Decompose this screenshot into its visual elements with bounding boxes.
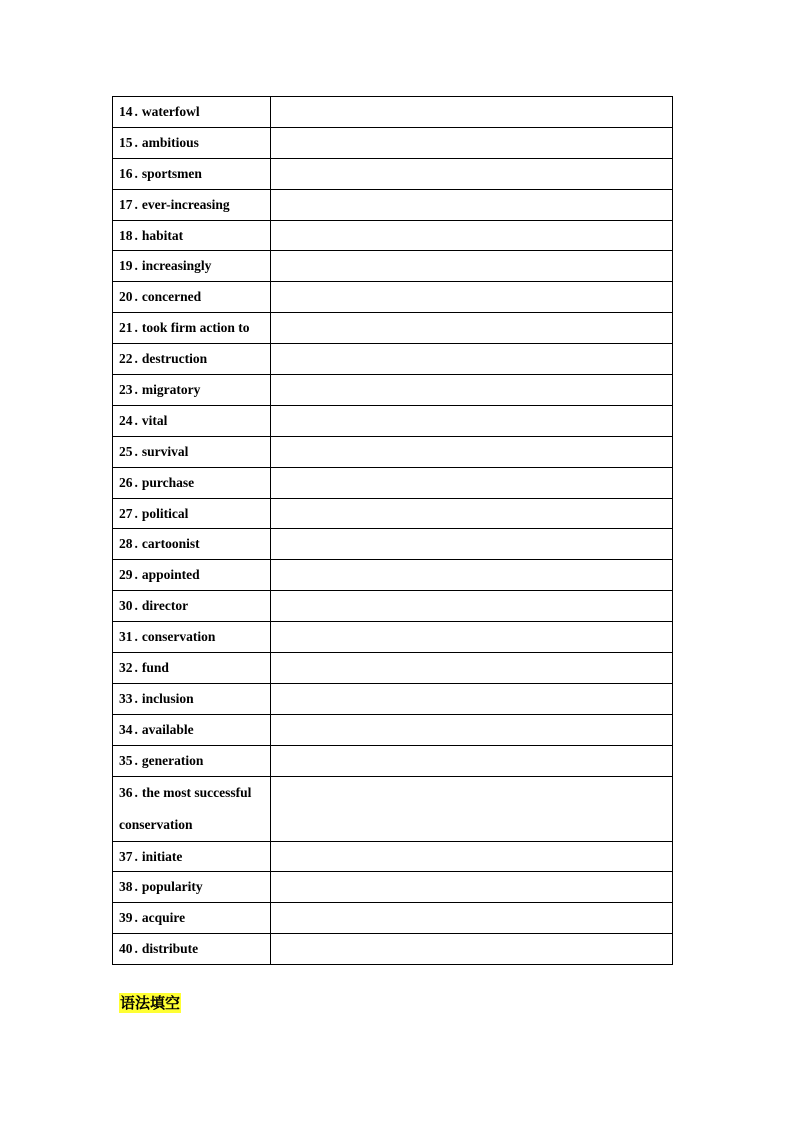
item-number: 20	[119, 289, 133, 305]
table-row	[113, 251, 673, 282]
vocab-term-cell	[113, 127, 271, 158]
item-separator: .	[134, 196, 138, 212]
item-separator: .	[134, 629, 138, 645]
vocab-term-cell	[113, 375, 271, 406]
vocab-term: concerned	[141, 289, 202, 305]
answer-cell[interactable]	[271, 97, 673, 128]
answer-cell[interactable]	[271, 220, 673, 251]
vocab-term-cell	[113, 872, 271, 903]
answer-cell[interactable]	[271, 405, 673, 436]
table-row	[113, 934, 673, 965]
item-separator: .	[134, 659, 138, 675]
item-number: 15	[119, 134, 133, 150]
answer-cell[interactable]	[271, 498, 673, 529]
vocab-term-cell	[113, 776, 271, 841]
item-separator: .	[134, 474, 138, 490]
item-number: 24	[119, 412, 133, 428]
item-number: 16	[119, 165, 133, 181]
item-number: 31	[119, 629, 133, 645]
item-number: 34	[119, 721, 133, 737]
item-separator: .	[134, 941, 138, 957]
item-number: 25	[119, 443, 133, 459]
answer-cell[interactable]	[271, 467, 673, 498]
table-row	[113, 841, 673, 872]
vocab-term-cell	[113, 436, 271, 467]
vocab-term-cell	[113, 498, 271, 529]
answer-cell[interactable]	[271, 560, 673, 591]
answer-cell[interactable]	[271, 683, 673, 714]
table-row	[113, 313, 673, 344]
vocab-term: cartoonist	[141, 536, 200, 552]
table-row	[113, 344, 673, 375]
vocab-term: acquire	[141, 910, 186, 926]
item-separator: .	[134, 848, 138, 864]
answer-cell[interactable]	[271, 282, 673, 313]
item-separator: .	[134, 351, 138, 367]
item-number: 33	[119, 690, 133, 706]
vocab-term: took firm action to	[141, 320, 250, 336]
item-number: 39	[119, 910, 133, 926]
vocab-term-cell	[113, 405, 271, 436]
item-separator: .	[134, 784, 138, 800]
answer-cell[interactable]	[271, 344, 673, 375]
table-row	[113, 498, 673, 529]
table-row	[113, 436, 673, 467]
vocab-term: fund	[141, 659, 169, 675]
table-row	[113, 405, 673, 436]
item-number: 17	[119, 196, 133, 212]
item-separator: .	[134, 134, 138, 150]
table-row	[113, 158, 673, 189]
answer-cell[interactable]	[271, 436, 673, 467]
vocab-term: available	[141, 721, 194, 737]
table-row	[113, 591, 673, 622]
item-separator: .	[134, 289, 138, 305]
vocab-term: survival	[141, 443, 189, 459]
answer-cell[interactable]	[271, 591, 673, 622]
item-separator: .	[134, 536, 138, 552]
vocab-term: migratory	[141, 381, 201, 397]
vocab-term: appointed	[141, 567, 200, 583]
item-separator: .	[134, 381, 138, 397]
vocab-term: ambitious	[141, 134, 199, 150]
item-separator: .	[134, 320, 138, 336]
vocab-term-cell	[113, 158, 271, 189]
item-separator: .	[134, 165, 138, 181]
table-row	[113, 189, 673, 220]
item-number: 38	[119, 879, 133, 895]
vocabulary-table	[112, 96, 673, 965]
vocab-term: popularity	[141, 879, 203, 895]
table-row	[113, 653, 673, 684]
vocab-term: sportsmen	[141, 165, 202, 181]
item-separator: .	[134, 910, 138, 926]
vocab-term-cell	[113, 591, 271, 622]
vocab-term: increasingly	[141, 258, 212, 274]
table-row	[113, 560, 673, 591]
vocab-term-cell	[113, 934, 271, 965]
item-number: 19	[119, 258, 133, 274]
item-number: 26	[119, 474, 133, 490]
item-number: 21	[119, 320, 133, 336]
answer-cell[interactable]	[271, 375, 673, 406]
vocab-term-cell	[113, 189, 271, 220]
section-heading: 语法填空	[120, 994, 181, 1012]
item-number: 40	[119, 941, 133, 957]
table-row	[113, 683, 673, 714]
table-row	[113, 776, 673, 841]
table-row	[113, 529, 673, 560]
item-separator: .	[134, 258, 138, 274]
item-separator: .	[134, 412, 138, 428]
vocab-term: purchase	[141, 474, 195, 490]
item-number: 30	[119, 598, 133, 614]
vocab-term: director	[141, 598, 189, 614]
answer-cell[interactable]	[271, 313, 673, 344]
answer-cell[interactable]	[271, 934, 673, 965]
table-row	[113, 622, 673, 653]
item-separator: .	[134, 690, 138, 706]
vocab-term-cell	[113, 251, 271, 282]
vocab-term: initiate	[141, 848, 183, 864]
item-number: 27	[119, 505, 133, 521]
vocab-term: conservation	[141, 629, 216, 645]
table-row	[113, 872, 673, 903]
vocab-term-cell	[113, 344, 271, 375]
item-separator: .	[134, 879, 138, 895]
answer-cell[interactable]	[271, 714, 673, 745]
vocab-term-cell	[113, 467, 271, 498]
vocab-term: distribute	[141, 941, 199, 957]
item-number: 32	[119, 659, 133, 675]
item-separator: .	[134, 567, 138, 583]
item-number: 35	[119, 752, 133, 768]
item-number: 29	[119, 567, 133, 583]
answer-cell[interactable]	[271, 872, 673, 903]
vocab-term-cell	[113, 745, 271, 776]
table-row	[113, 375, 673, 406]
vocab-term-cell	[113, 313, 271, 344]
vocab-term-cell	[113, 903, 271, 934]
table-row	[113, 467, 673, 498]
vocab-term-cell	[113, 653, 271, 684]
table-row	[113, 745, 673, 776]
answer-cell[interactable]	[271, 158, 673, 189]
vocab-term-cell	[113, 622, 271, 653]
vocab-term-cell	[113, 282, 271, 313]
vocab-term: political	[141, 505, 189, 521]
item-number: 18	[119, 227, 133, 243]
item-number: 22	[119, 351, 133, 367]
table-row	[113, 714, 673, 745]
vocab-term: inclusion	[141, 690, 194, 706]
item-separator: .	[134, 443, 138, 459]
item-separator: .	[134, 752, 138, 768]
item-number: 28	[119, 536, 133, 552]
answer-cell[interactable]	[271, 745, 673, 776]
answer-cell[interactable]	[271, 653, 673, 684]
vocab-term: ever-increasing	[141, 196, 230, 212]
item-number: 23	[119, 381, 133, 397]
answer-cell[interactable]	[271, 841, 673, 872]
item-separator: .	[134, 227, 138, 243]
item-number: 36	[119, 784, 133, 800]
answer-cell[interactable]	[271, 251, 673, 282]
answer-cell[interactable]	[271, 776, 673, 841]
item-separator: .	[134, 505, 138, 521]
table-row	[113, 127, 673, 158]
vocab-term-cell	[113, 97, 271, 128]
vocab-term-cell	[113, 683, 271, 714]
table-row	[113, 220, 673, 251]
vocab-term-cell	[113, 841, 271, 872]
answer-cell[interactable]	[271, 529, 673, 560]
answer-cell[interactable]	[271, 622, 673, 653]
table-row	[113, 903, 673, 934]
vocab-term: waterfowl	[141, 103, 200, 119]
table-row	[113, 282, 673, 313]
table-row	[113, 97, 673, 128]
item-number: 14	[119, 103, 133, 119]
vocab-term: the most successful conservation	[119, 784, 252, 832]
answer-cell[interactable]	[271, 903, 673, 934]
answer-cell[interactable]	[271, 127, 673, 158]
item-separator: .	[134, 721, 138, 737]
vocab-term-cell	[113, 560, 271, 591]
vocab-term-cell	[113, 714, 271, 745]
vocab-term: generation	[141, 752, 204, 768]
vocabulary-table-body	[113, 97, 673, 965]
item-number: 37	[119, 848, 133, 864]
vocab-term: habitat	[141, 227, 184, 243]
item-separator: .	[134, 598, 138, 614]
vocab-term: destruction	[141, 351, 208, 367]
vocab-term: vital	[141, 412, 168, 428]
answer-cell[interactable]	[271, 189, 673, 220]
vocab-term-cell	[113, 220, 271, 251]
item-separator: .	[134, 103, 138, 119]
vocab-term-cell	[113, 529, 271, 560]
